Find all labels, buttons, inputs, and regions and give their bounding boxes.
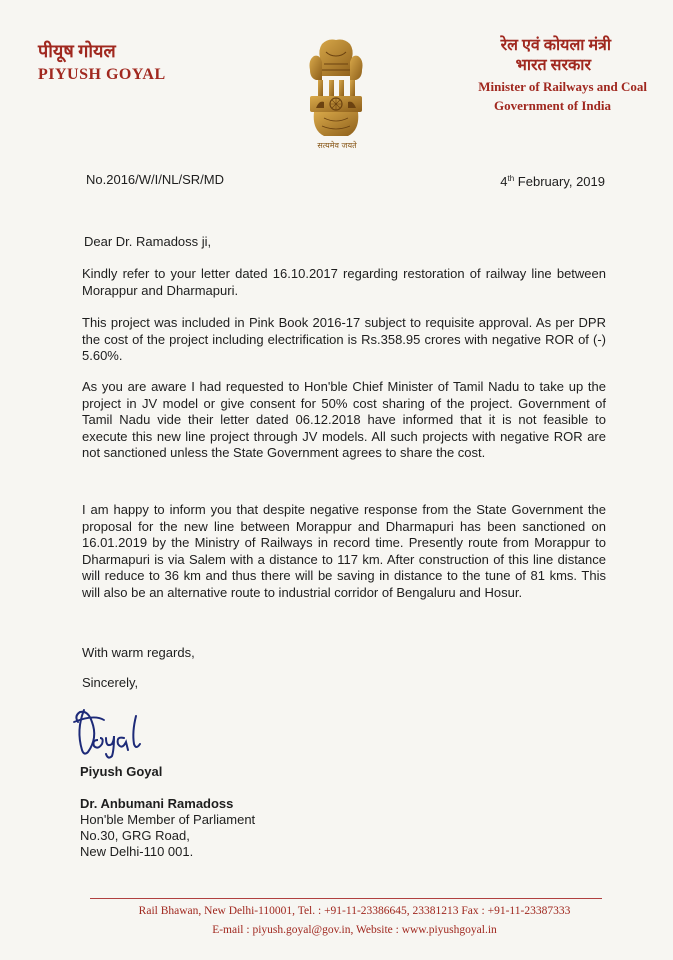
paragraph-2: This project was included in Pink Book 2016-17 subject to requisite approval. As per DPR the cost of the project including electrification is Rs.358.95 crores with negative ROR of (-) 5.60%.	[82, 315, 606, 363]
office-english-line2: Government of India	[494, 98, 611, 113]
recipient-address	[80, 796, 255, 860]
recipient-line3: New Delhi-110 001.	[80, 844, 194, 859]
office-english-line1: Minister of Railways and Coal	[478, 79, 647, 94]
paragraph-1: Kindly refer to your letter dated 16.10.2017 regarding restoration of railway line between Morappur and Dharmapuri.	[82, 266, 606, 298]
name-hindi: पीयूष गोयल	[38, 41, 116, 61]
name-english: PIYUSH GOYAL	[38, 66, 166, 83]
recipient-line2: No.30, GRG Road,	[80, 828, 190, 843]
signer-name: Piyush Goyal	[80, 764, 163, 779]
salutation: Dear Dr. Ramadoss ji,	[84, 234, 212, 249]
office-hindi-line2: भारत सरकार	[515, 57, 591, 74]
recipient-name: Dr. Anbumani Ramadoss	[80, 796, 234, 811]
recipient-line1: Hon'ble Member of Parliament	[80, 812, 256, 827]
emblem-motto: सत्यमेव जयते	[317, 141, 357, 150]
letterhead-office-block	[427, 36, 647, 114]
national-emblem-icon	[300, 38, 372, 150]
office-hindi-line1: रेल एवं कोयला मंत्री	[500, 37, 611, 54]
letterhead-name-block	[38, 40, 166, 84]
paragraph-4: I am happy to inform you that despite negative response from the State Government the proposal for the new line between Morappur and Dharmapuri has been sanctioned on 16.01.2019 by the Ministry of Railways in record time. Presently route from Morappur to Dharmapuri is via Salem with a distance to 117 km. After construction of this line distance will reduce to 36 km and thus there will be saving in distance to the tune of 81 kms. This will also be an alternative route to industrial corridor of Bengaluru and Hosur.	[82, 502, 606, 600]
footer-contact-line: Rail Bhawan, New Delhi-110001, Tel. : +91-11-23386645, 23381213 Fax : +91-11-23387333	[138, 905, 571, 917]
date-suffix: th	[507, 174, 515, 183]
date-rest: February, 2019	[514, 174, 605, 189]
footer-email-line: E-mail : piyush.goyal@gov.in, Website : www.piyushgoyal.in	[212, 924, 497, 936]
date-day: 4	[500, 174, 508, 189]
footer-divider	[90, 898, 602, 899]
handwritten-signature	[64, 700, 184, 762]
letter-date	[500, 174, 605, 191]
closing-regards: With warm regards,	[82, 645, 195, 660]
closing-sincerely: Sincerely,	[82, 675, 139, 690]
paragraph-3: As you are aware I had requested to Hon'ble Chief Minister of Tamil Nadu to take up the project in JV model or give consent for 50% cost sharing of the project. Government of Tamil Nadu vide their letter dated 06.12.2018 have informed that it is not feasible to execute this new line project through JV models. All such projects with negative ROR are not sanctioned unless the State Government agrees to share the cost.	[82, 379, 606, 460]
reference-number: No.2016/W/I/NL/SR/MD	[86, 172, 224, 187]
